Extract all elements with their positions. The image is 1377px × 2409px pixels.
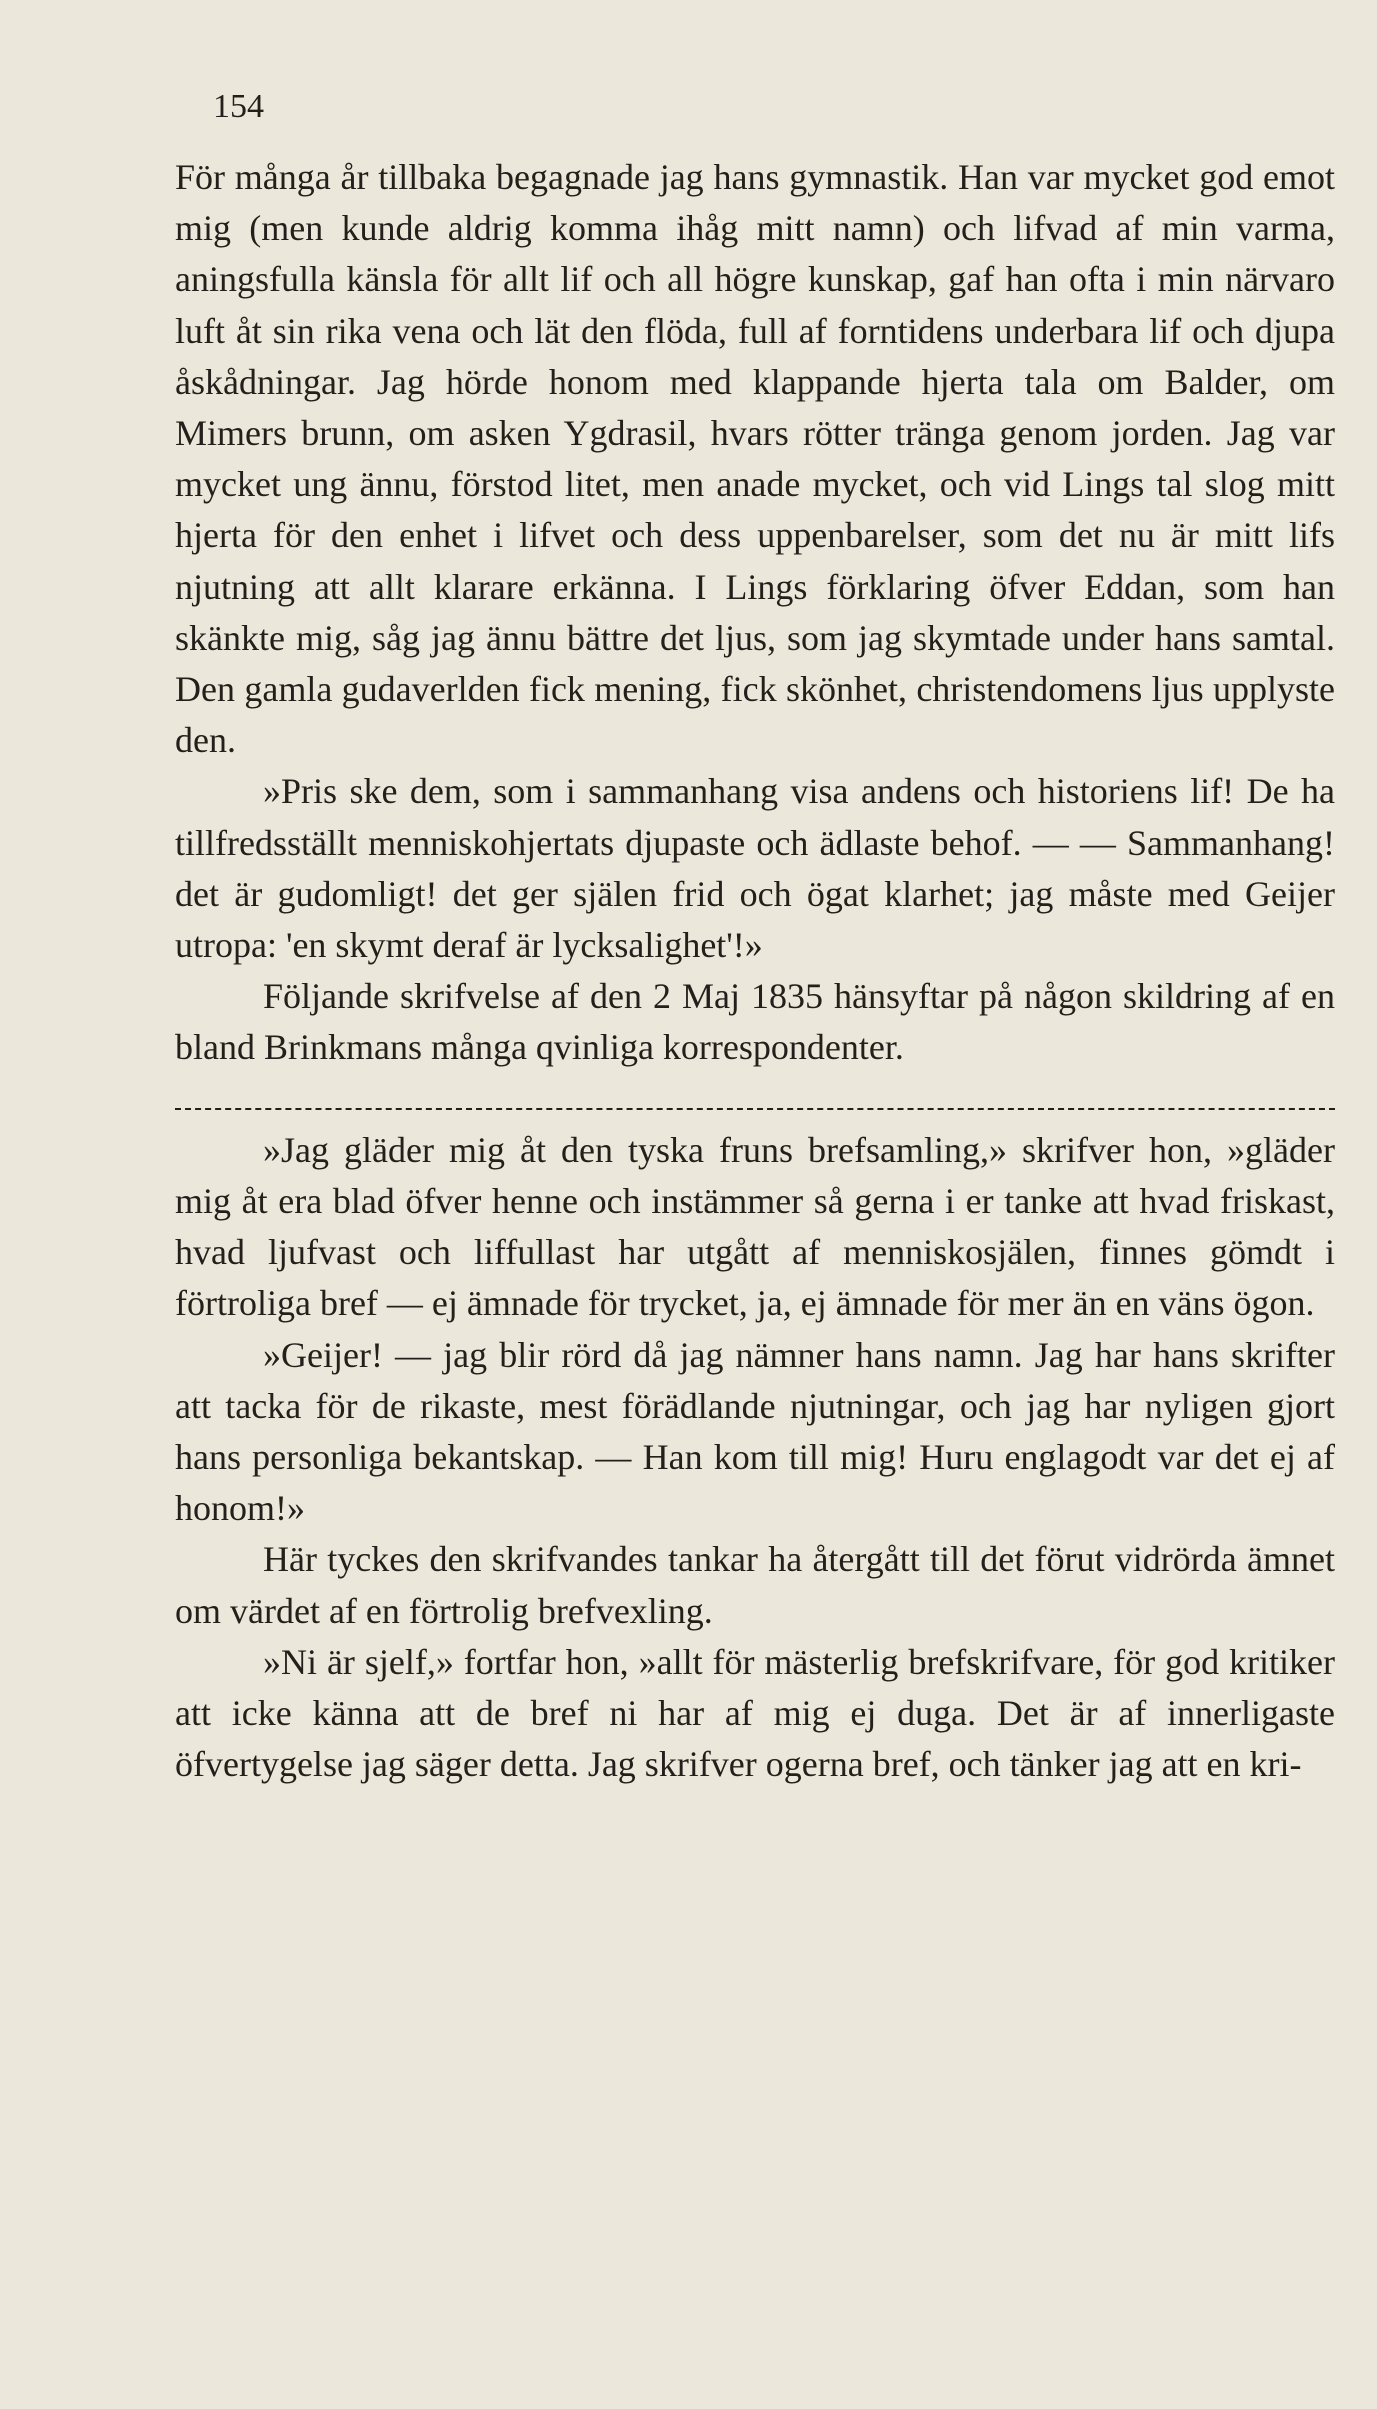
section-divider <box>175 1074 1335 1125</box>
paragraph-letter-brefsamling: »Jag gläder mig åt den tyska fruns brefsamling,» skrifver hon, »gläder mig åt era blad öfver henne och instämmer så gerna i er tanke att hvad friskast, hvad ljufvast och liffullast har utgått af menniskosjälen, finnes gömdt i förtroliga bref — ej ämnade för trycket, ja, ej ämnade för mer än en väns ögon. <box>175 1129 1335 1324</box>
paragraph-letter-intro: Följande skrifvelse af den 2 Maj 1835 hänsyftar på någon skildring af en bland Brinkmans många qvinliga korrespondenter. <box>175 976 1335 1068</box>
paragraph-ling-memory: För många år tillbaka begagnade jag hans gymnastik. Han var mycket god emot mig (men kunde aldrig komma ihåg mitt namn) och lifvad af min varma, aningsfulla känsla för allt lif och all högre kunskap, gaf han ofta i min närvaro luft åt sin rika vena och lät den flöda, full af forntidens underbara lif och djupa åskådningar. Jag hörde honom med klappande hjerta tala om Balder, om Mimers brunn, om asken Ygdrasil, hvars rötter tränga genom jorden. Jag var mycket ung ännu, förstod litet, men anade mycket, och vid Lings tal slog mitt hjerta för den enhet i lifvet och dess uppenbarelser, som det nu är mitt lifs njutning att allt klarare erkänna. I Lings förklaring öfver Eddan, som han skänkte mig, såg jag ännu bättre det ljus, som jag skymtade under hans samtal. Den gamla gudaverlden fick mening, fick skönhet, christendomens ljus upplyste den. <box>175 157 1335 761</box>
paragraph-commentary: Här tyckes den skrifvandes tankar ha återgått till det förut vidrörda ämnet om värdet af en förtrolig brefvexling. <box>175 1539 1335 1631</box>
page-text <box>175 152 1335 1795</box>
bottom-space <box>175 1790 1335 1795</box>
page-number: 154 <box>213 88 264 125</box>
paragraph-quote-sammanhang: »Pris ske dem, som i sammanhang visa andens och historiens lif! De ha tillfredsställt menniskohjertats djupaste och ädlaste behof. — — Sammanhang! det är gudomligt! det ger själen frid och ögat klarhet; jag måste med Geijer utropa: 'en skymt deraf är lycksalighet'!» <box>175 771 1335 966</box>
paragraph-letter-brefskrifvare: »Ni är sjelf,» fortfar hon, »allt för mästerlig brefskrifvare, för god kritiker att icke känna att de bref ni har af mig ej duga. Det är af innerligaste öfvertygelse jag säger detta. Jag skrifver ogerna bref, och tänker jag att en kri- <box>175 1641 1335 1785</box>
paragraph-letter-geijer: »Geijer! — jag blir rörd då jag nämner hans namn. Jag har hans skrifter att tacka för de rikaste, mest förädlande njutningar, och jag har nyligen gjort hans personliga bekantskap. — Han kom till mig! Huru englagodt var det ej af honom!» <box>175 1334 1335 1529</box>
